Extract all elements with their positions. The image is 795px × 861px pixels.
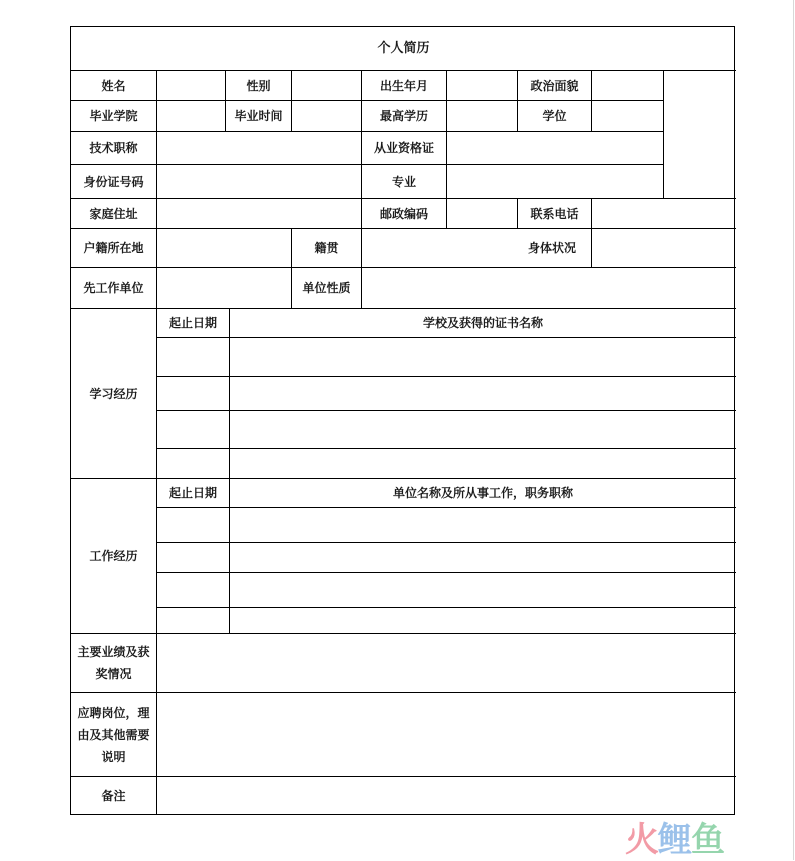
input-id-number[interactable] xyxy=(157,165,361,198)
input-employer-type[interactable] xyxy=(362,268,736,308)
label-major: 专业 xyxy=(391,174,416,189)
study-row-detail[interactable] xyxy=(230,449,736,478)
work-row-detail[interactable] xyxy=(230,508,736,542)
work-row-detail[interactable] xyxy=(230,608,736,633)
label-qualification: 从业资格证 xyxy=(373,141,434,155)
watermark-logo xyxy=(625,816,724,860)
input-grad-time[interactable] xyxy=(292,101,361,131)
watermark-char: 鲤 xyxy=(658,819,691,860)
input-remarks[interactable] xyxy=(157,777,736,814)
input-hukou[interactable] xyxy=(157,229,291,267)
label-employer-type: 单位性质 xyxy=(302,281,351,295)
label-grad-time: 毕业时间 xyxy=(234,109,283,123)
input-achievements[interactable] xyxy=(157,634,736,692)
label-postcode: 邮政编码 xyxy=(379,206,428,221)
watermark-char: 火 xyxy=(625,819,658,860)
input-postcode[interactable] xyxy=(447,199,517,228)
input-phone[interactable] xyxy=(592,199,736,228)
label-id-number: 身份证号码 xyxy=(83,174,144,189)
study-section-label: 学习经历 xyxy=(89,386,138,401)
study-row-date[interactable] xyxy=(157,449,229,478)
input-gender[interactable] xyxy=(292,71,361,100)
work-row-detail[interactable] xyxy=(230,543,736,572)
label-hukou: 户籍所在地 xyxy=(83,241,144,255)
input-health[interactable] xyxy=(592,229,736,267)
label-remarks: 备注 xyxy=(101,788,126,803)
work-row-date[interactable] xyxy=(157,608,229,633)
form-title: 个人简历 xyxy=(377,40,430,56)
study-row-date[interactable] xyxy=(157,411,229,448)
input-education[interactable] xyxy=(447,101,517,131)
watermark-char: 鱼 xyxy=(691,819,724,860)
photo-cell[interactable] xyxy=(664,71,736,198)
work-row-detail[interactable] xyxy=(230,573,736,607)
label-application: 应聘岗位，理由及其他需要说明 xyxy=(77,705,150,764)
input-native-place[interactable] xyxy=(362,229,513,267)
input-tech-title[interactable] xyxy=(157,132,361,164)
label-birth: 出生年月 xyxy=(379,78,428,93)
page-edge xyxy=(793,0,794,860)
study-row-date[interactable] xyxy=(157,377,229,410)
input-birth[interactable] xyxy=(447,71,517,100)
input-current-employer[interactable] xyxy=(157,268,291,308)
input-address[interactable] xyxy=(157,199,361,228)
label-native-place: 籍贯 xyxy=(314,241,339,255)
label-health: 身体状况 xyxy=(527,241,576,255)
work-row-date[interactable] xyxy=(157,543,229,572)
work-row-date[interactable] xyxy=(157,573,229,607)
work-date-header: 起止日期 xyxy=(168,486,217,500)
work-section-label: 工作经历 xyxy=(89,549,138,563)
input-major[interactable] xyxy=(447,165,663,198)
study-row-detail[interactable] xyxy=(230,411,736,448)
study-row-detail[interactable] xyxy=(230,377,736,410)
label-degree: 学位 xyxy=(542,109,567,123)
label-tech-title: 技术职称 xyxy=(89,141,138,155)
study-row-date[interactable] xyxy=(157,338,229,376)
label-phone: 联系电话 xyxy=(530,206,579,221)
input-school[interactable] xyxy=(157,101,225,131)
work-detail-header: 单位名称及所从事工作，职务职称 xyxy=(392,486,573,500)
input-name[interactable] xyxy=(157,71,225,100)
resume-form xyxy=(70,26,735,815)
work-row-date[interactable] xyxy=(157,508,229,542)
label-gender: 性别 xyxy=(246,78,271,93)
input-qualification[interactable] xyxy=(447,132,663,164)
input-political[interactable] xyxy=(592,71,663,100)
input-application[interactable] xyxy=(157,693,736,776)
input-degree[interactable] xyxy=(592,101,663,131)
study-date-header: 起止日期 xyxy=(168,316,217,330)
label-education: 最高学历 xyxy=(379,109,428,123)
label-current-employer: 先工作单位 xyxy=(83,281,144,295)
label-political: 政治面貌 xyxy=(530,78,579,93)
label-address: 家庭住址 xyxy=(89,206,138,221)
label-name: 姓名 xyxy=(101,78,126,93)
label-achievements: 主要业绩及获奖情况 xyxy=(77,645,150,681)
study-row-detail[interactable] xyxy=(230,338,736,376)
study-detail-header: 学校及获得的证书名称 xyxy=(422,316,543,330)
label-school: 毕业学院 xyxy=(89,109,138,123)
